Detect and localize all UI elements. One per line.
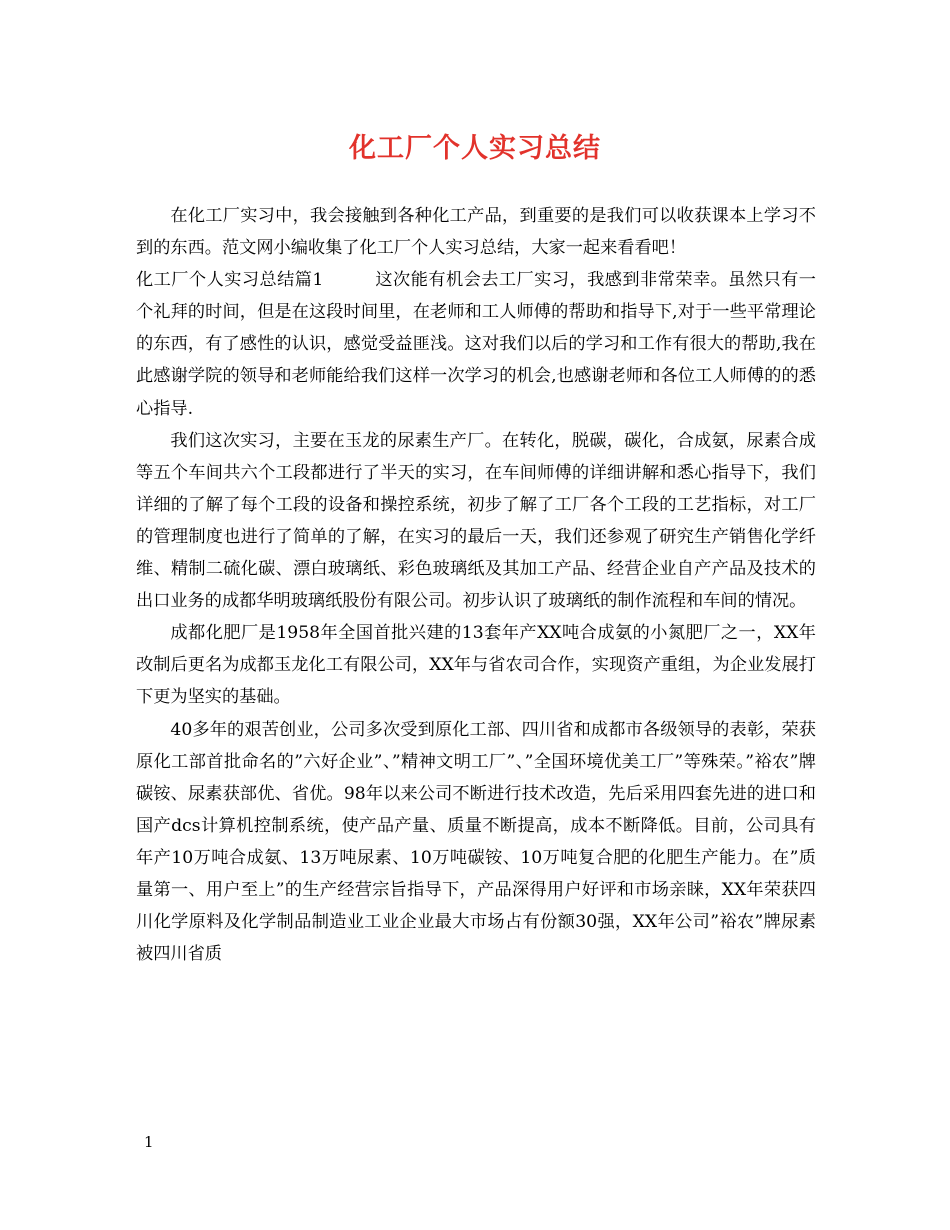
document-body [136,200,816,970]
body-paragraph-1: 我们这次实习，主要在玉龙的尿素生产厂。在转化，脱碳，碳化，合成氨，尿素合成等五个车间共六个工段都进行了半天的实习，在车间师傅的详细讲解和悉心指导下，我们详细的了解了每个工段的设备和操控系统，初步了解了工厂各个工段的工艺指标，对工厂的管理制度也进行了简单的了解，在实习的最后一天，我们还参观了研究生产销售化学纤维、精制二硫化碳、漂白玻璃纸、彩色玻璃纸及其加工产品、经营企业自产产品及技术的出口业务的成都华明玻璃纸股份有限公司。初步认识了玻璃纸的制作流程和车间的情况。 [136,430,816,612]
page-number: 1 [144,1133,154,1151]
document-title: 化工厂个人实习总结 [349,133,601,164]
body-paragraph-2: 成都化肥厂是1958年全国首批兴建的13套年产XX吨合成氨的小氮肥厂之一，XX年改制后更名为成都玉龙化工有限公司，XX年与省农司合作，实现资产重组，为企业发展打下更为坚实的基础。 [136,623,816,708]
section-paragraph [136,264,816,424]
section-heading: 化工厂个人实习总结篇1 [136,270,324,291]
section-first-paragraph: 这次能有机会去工厂实习，我感到非常荣幸。虽然只有一个礼拜的时间，但是在这段时间里，在老师和工人师傅的帮助和指导下,对于一些平常理论的东西，有了感性的认识，感觉受益匪浅。这对我们以后的学习和工作有很大的帮助,我在此感谢学院的领导和老师能给我们这样一次学习的机会,也感谢老师和各位工人师傅的的悉心指导. [136,270,816,419]
body-paragraph-3: 40多年的艰苦创业，公司多次受到原化工部、四川省和成都市各级领导的表彰，荣获原化工部首批命名的”六好企业”、”精神文明工厂”、”全国环境优美工厂”等殊荣。”裕农”牌碳铵、尿素获部优、省优。98年以来公司不断进行技术改造，先后采用四套先进的进口和国产dcs计算机控制系统，使产品产量、质量不断提高，成本不断降低。目前，公司具有年产10万吨合成氨、13万吨尿素、10万吨碳铵、10万吨复合肥的化肥生产能力。在”质量第一、用户至上”的生产经营宗旨指导下，产品深得用户好评和市场亲睐，XX年荣获四川化学原料及化学制品制造业工业企业最大市场占有份额30强，XX年公司”裕农”牌尿素被四川省质 [136,719,816,965]
intro-paragraph: 在化工厂实习中，我会接触到各种化工产品，到重要的是我们可以收获课本上学习不到的东西。范文网小编收集了化工厂个人实习总结，大家一起来看看吧！ [136,206,816,259]
